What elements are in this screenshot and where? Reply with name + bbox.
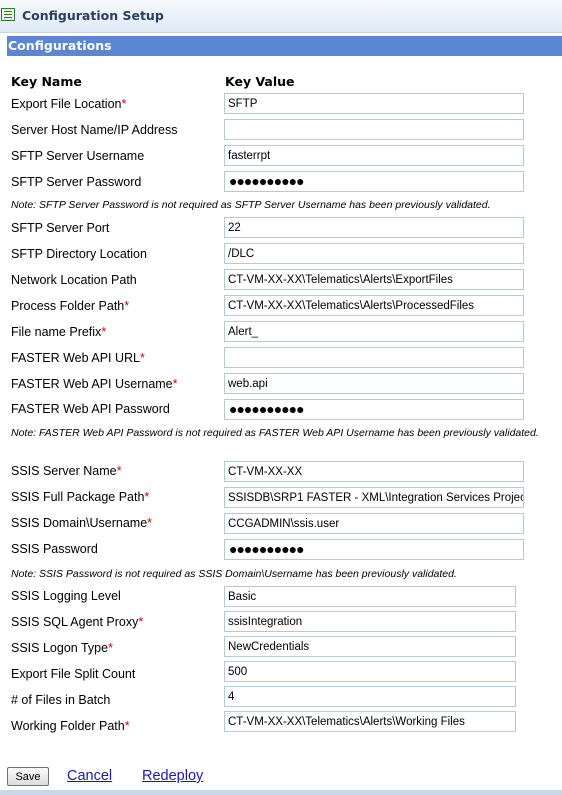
sftp-password-input[interactable]: ●●●●●●●●●● — [224, 171, 524, 192]
label-process-folder: Process Folder Path* — [11, 299, 130, 313]
ssis-logging-level-input[interactable] — [224, 586, 516, 607]
export-file-location-input[interactable] — [224, 93, 524, 114]
ssis-package-path-input[interactable] — [224, 487, 524, 508]
files-in-batch-input[interactable] — [224, 686, 516, 707]
window-title: Configuration Setup — [22, 8, 164, 23]
column-header-key-value: Key Value — [225, 74, 295, 89]
label-export-file-location: Export File Location* — [11, 97, 127, 111]
label-ssis-logging-level: SSIS Logging Level — [11, 589, 121, 603]
label-server-host: Server Host Name/IP Address — [11, 123, 178, 137]
save-button[interactable]: Save — [7, 767, 49, 786]
label-sftp-username: SFTP Server Username — [11, 149, 145, 163]
form-icon — [1, 8, 15, 21]
label-sftp-password: SFTP Server Password — [11, 175, 142, 189]
note-web-api-password: Note: FASTER Web API Password is not required as FASTER Web API Username has been previously validated. — [11, 427, 539, 439]
redeploy-link[interactable]: Redeploy — [142, 768, 204, 784]
process-folder-input[interactable] — [224, 295, 524, 316]
ssis-logon-type-input[interactable] — [224, 636, 516, 657]
note-ssis-password: Note: SSIS Password is not required as SSIS Domain\Username has been previously validated. — [11, 568, 457, 580]
web-api-url-input[interactable] — [224, 347, 524, 368]
sftp-username-input[interactable] — [224, 145, 524, 166]
sftp-port-input[interactable] — [224, 217, 524, 238]
label-file-name-prefix: File name Prefix* — [11, 325, 107, 339]
server-host-input[interactable] — [224, 119, 524, 140]
label-web-api-password: FASTER Web API Password — [11, 402, 170, 416]
sftp-directory-input[interactable] — [224, 243, 524, 264]
working-folder-input[interactable] — [224, 711, 516, 732]
label-ssis-domain-username: SSIS Domain\Username* — [11, 516, 153, 530]
note-sftp-password: Note: SFTP Server Password is not required as SFTP Server Username has been previously validated. — [11, 199, 491, 211]
window-titlebar — [0, 0, 562, 33]
web-api-username-input[interactable] — [224, 373, 524, 394]
label-export-split-count: Export File Split Count — [11, 667, 136, 681]
label-ssis-server-name: SSIS Server Name* — [11, 464, 122, 478]
label-files-in-batch: # of Files in Batch — [11, 693, 111, 707]
cancel-link[interactable]: Cancel — [67, 768, 113, 784]
label-network-location: Network Location Path — [11, 273, 137, 287]
label-sftp-port: SFTP Server Port — [11, 221, 110, 235]
ssis-domain-username-input[interactable] — [224, 513, 524, 534]
label-ssis-password: SSIS Password — [11, 542, 98, 556]
label-ssis-sql-agent-proxy: SSIS SQL Agent Proxy* — [11, 615, 144, 629]
network-location-input[interactable] — [224, 269, 524, 290]
section-header: Configurations — [7, 36, 562, 56]
label-web-api-url: FASTER Web API URL* — [11, 351, 145, 365]
bottom-border — [0, 790, 562, 795]
label-ssis-logon-type: SSIS Logon Type* — [11, 641, 113, 655]
label-working-folder: Working Folder Path* — [11, 719, 130, 733]
label-web-api-username: FASTER Web API Username* — [11, 377, 178, 391]
export-split-count-input[interactable] — [224, 661, 516, 682]
ssis-server-name-input[interactable] — [224, 461, 524, 482]
ssis-sql-agent-proxy-input[interactable] — [224, 611, 516, 632]
label-ssis-package-path: SSIS Full Package Path* — [11, 490, 150, 504]
file-name-prefix-input[interactable] — [224, 321, 524, 342]
web-api-password-input[interactable]: ●●●●●●●●●● — [224, 399, 524, 420]
ssis-password-input[interactable]: ●●●●●●●●●● — [224, 539, 524, 560]
label-sftp-directory: SFTP Directory Location — [11, 247, 147, 261]
column-header-key-name: Key Name — [11, 74, 82, 89]
